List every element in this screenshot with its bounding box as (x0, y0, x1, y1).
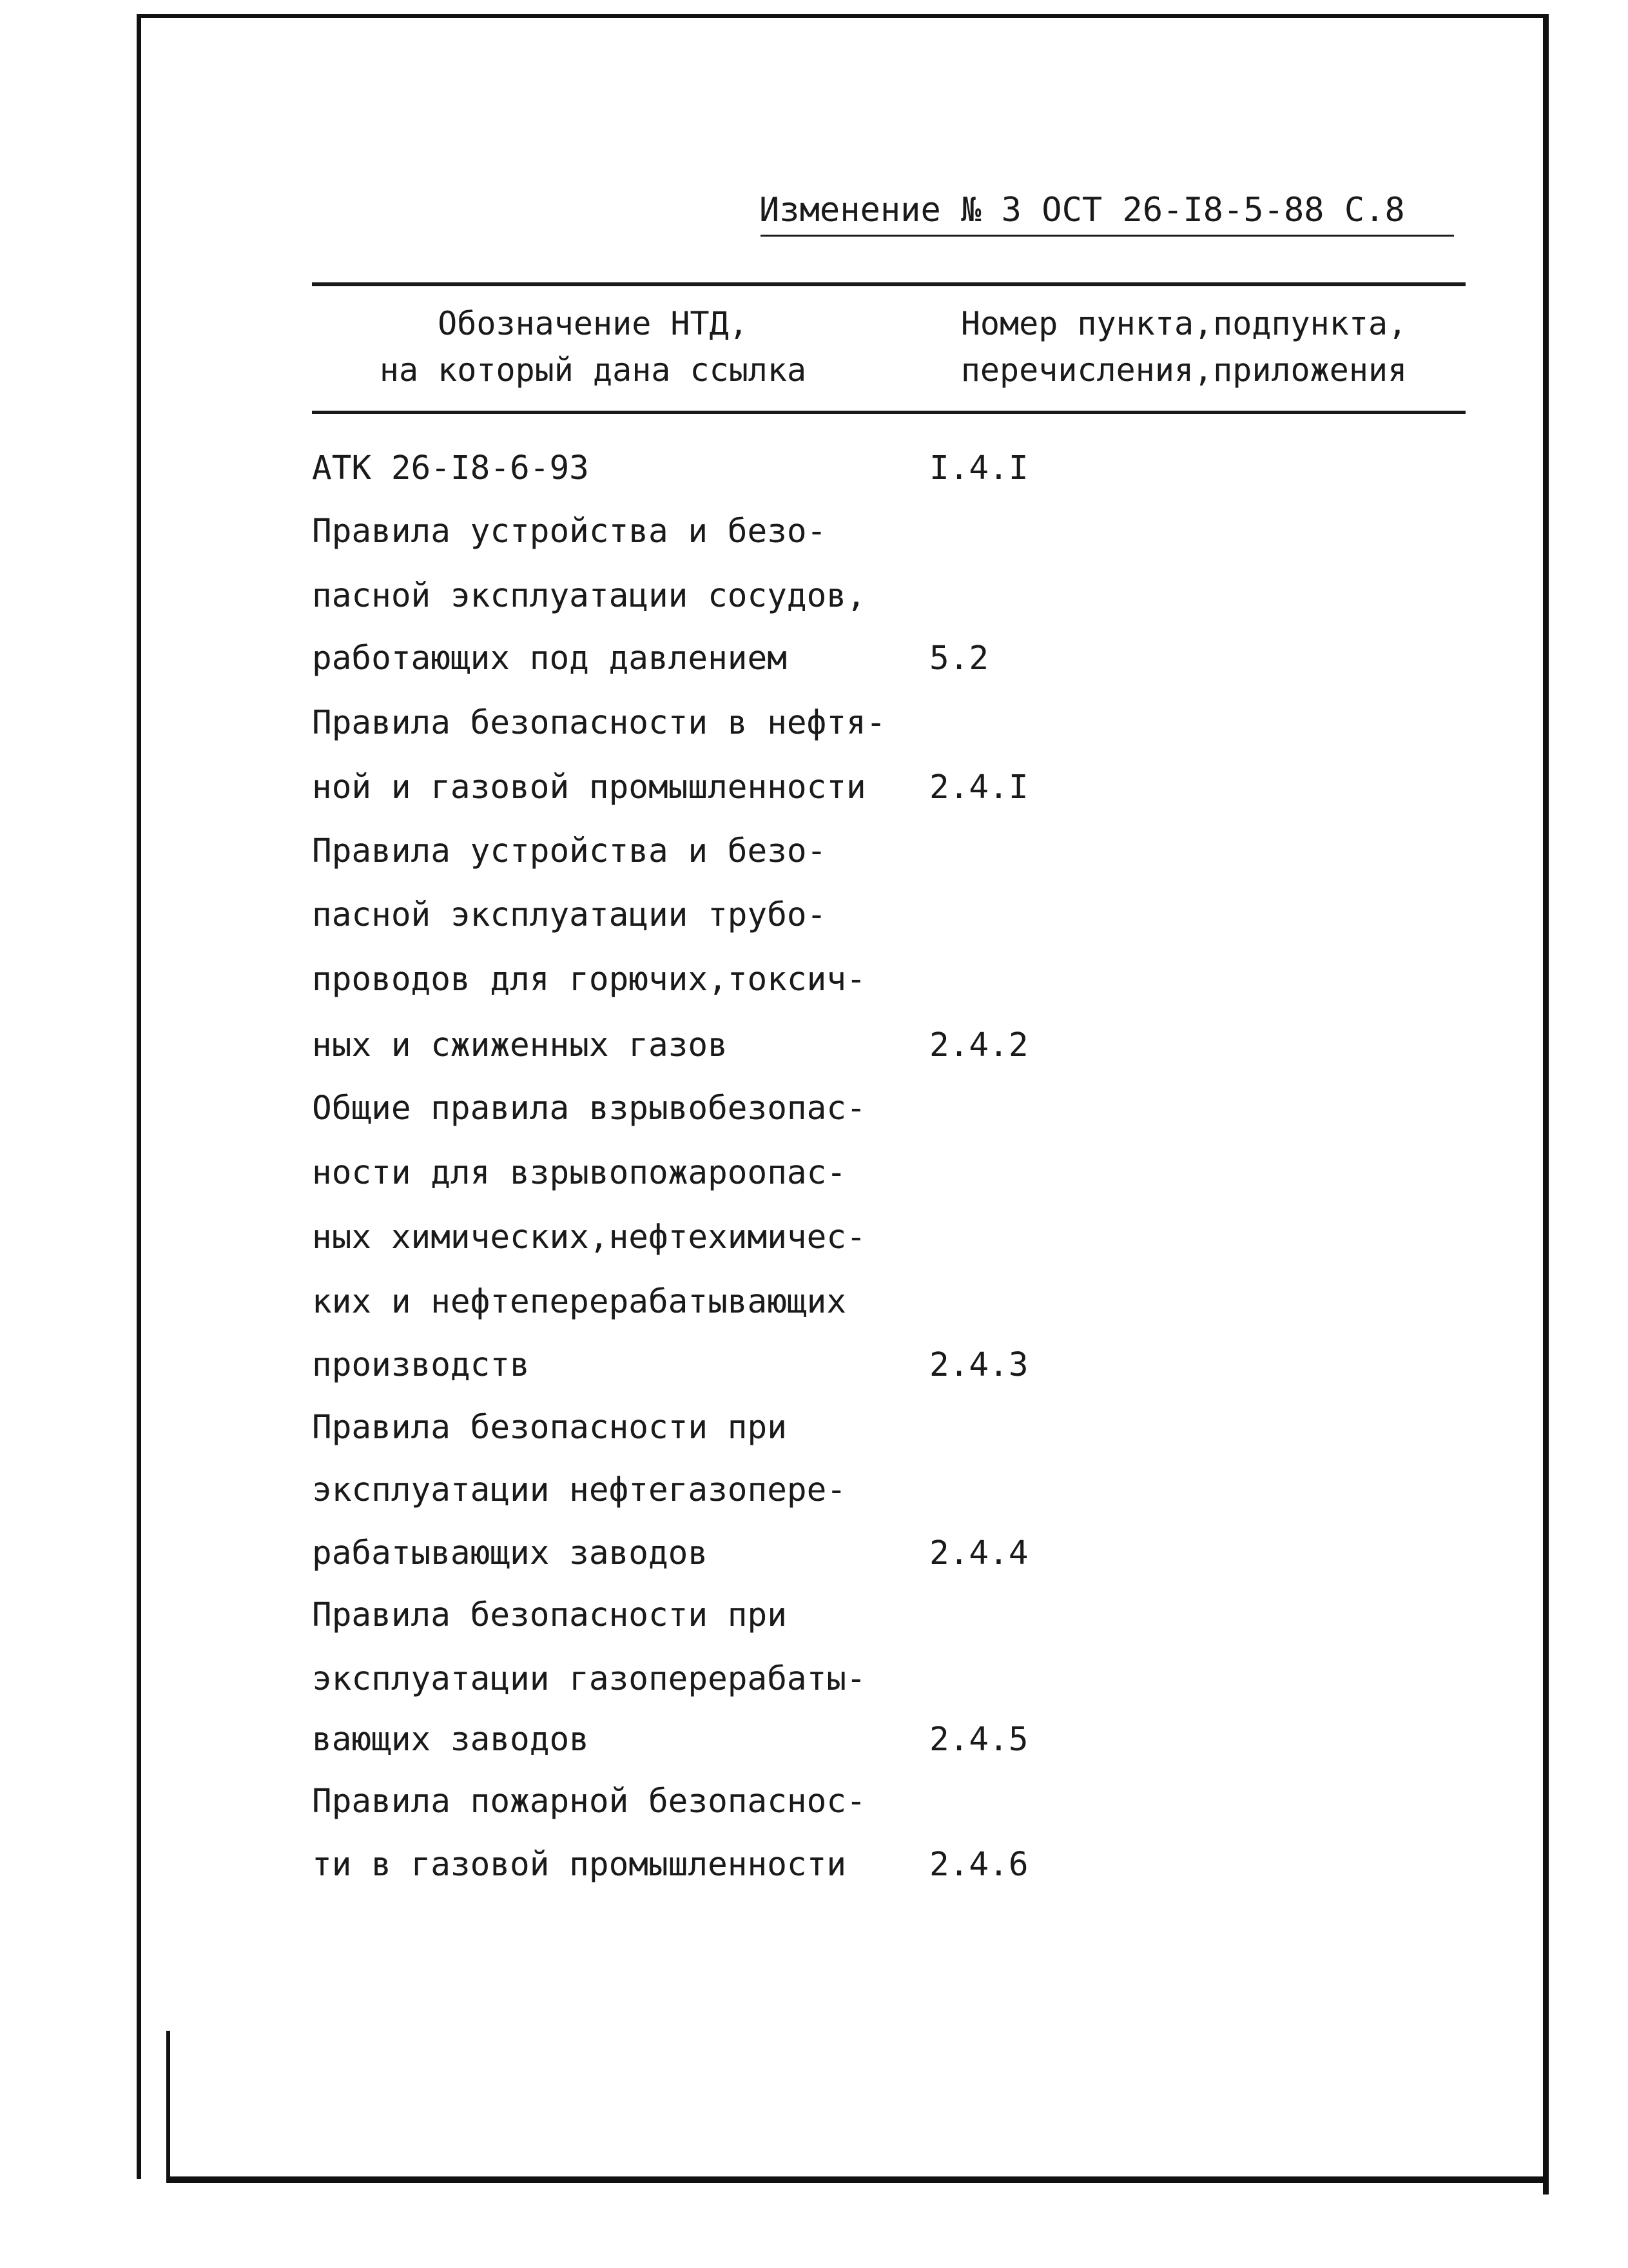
column-header-line: Номер пункта,подпункта, (960, 305, 1408, 342)
document-title-line: ной и газовой промышленности (312, 768, 866, 807)
column-header-ntd (312, 300, 874, 393)
page-frame-lower-left (166, 2031, 170, 2183)
column-header-line: перечисления,приложения (960, 351, 1408, 389)
document-title-line: ности для взрывопожароопас- (312, 1154, 847, 1192)
document-title-line: ти в газовой промышленности (312, 1846, 847, 1884)
document-title-line: ных химических,нефтехимичес- (312, 1218, 866, 1256)
document-title-line: Правила устройства и безо- (312, 832, 827, 870)
document-title-line: вающих заводов (312, 1721, 589, 1759)
column-header-line: Обозначение НТД, (438, 305, 748, 342)
page-frame-left (137, 14, 141, 2179)
clause-reference: 2.4.3 (929, 1346, 1029, 1384)
document-title-line: Правила пожарной безопаснос- (312, 1783, 866, 1821)
document-title-line: ных и сжиженных газов (312, 1026, 728, 1064)
page-frame-top (137, 14, 1546, 18)
page-frame-bottom (166, 2176, 1549, 2183)
clause-reference: 2.4.I (929, 768, 1029, 807)
clause-reference: 2.4.5 (929, 1721, 1029, 1759)
clause-reference: 5.2 (929, 640, 989, 678)
column-header-line: на который дана ссылка (379, 351, 807, 389)
document-title-line: Правила безопасности при (312, 1596, 787, 1634)
document-title-line: Общие правила взрывобезопас- (312, 1090, 866, 1128)
clause-reference: 2.4.4 (929, 1534, 1029, 1572)
document-title-line: пасной эксплуатации трубо- (312, 896, 827, 934)
document-title-line: Правила устройства и безо- (312, 513, 827, 551)
clause-reference: 2.4.6 (929, 1846, 1029, 1884)
document-title-line: АТК 26-I8-6-93 (312, 449, 589, 487)
page-header: Изменение № 3 ОСТ 26-I8-5-88 С.8 (759, 191, 1405, 230)
document-title-line: эксплуатации нефтегазопере- (312, 1471, 847, 1509)
document-title-line: работающих под давлением (312, 640, 787, 678)
clause-reference: 2.4.2 (929, 1026, 1029, 1064)
document-title-line: пасной эксплуатации сосудов, (312, 577, 866, 615)
clause-reference: I.4.I (929, 449, 1029, 487)
table-top-rule (312, 282, 1466, 286)
document-title-line: производств (312, 1346, 530, 1384)
document-title-line: Правила безопасности при (312, 1409, 787, 1447)
page-header-underline (761, 235, 1454, 237)
page-frame-right (1543, 14, 1549, 2195)
document-title-line: ких и нефтеперерабатывающих (312, 1283, 847, 1321)
column-header-item-number (902, 300, 1466, 393)
document-title-line: эксплуатации газоперерабаты- (312, 1660, 866, 1698)
table-header-rule (312, 411, 1466, 414)
document-title-line: рабатывающих заводов (312, 1534, 708, 1572)
document-title-line: Правила безопасности в нефтя- (312, 704, 886, 742)
document-title-line: проводов для горючих,токсич- (312, 961, 866, 999)
